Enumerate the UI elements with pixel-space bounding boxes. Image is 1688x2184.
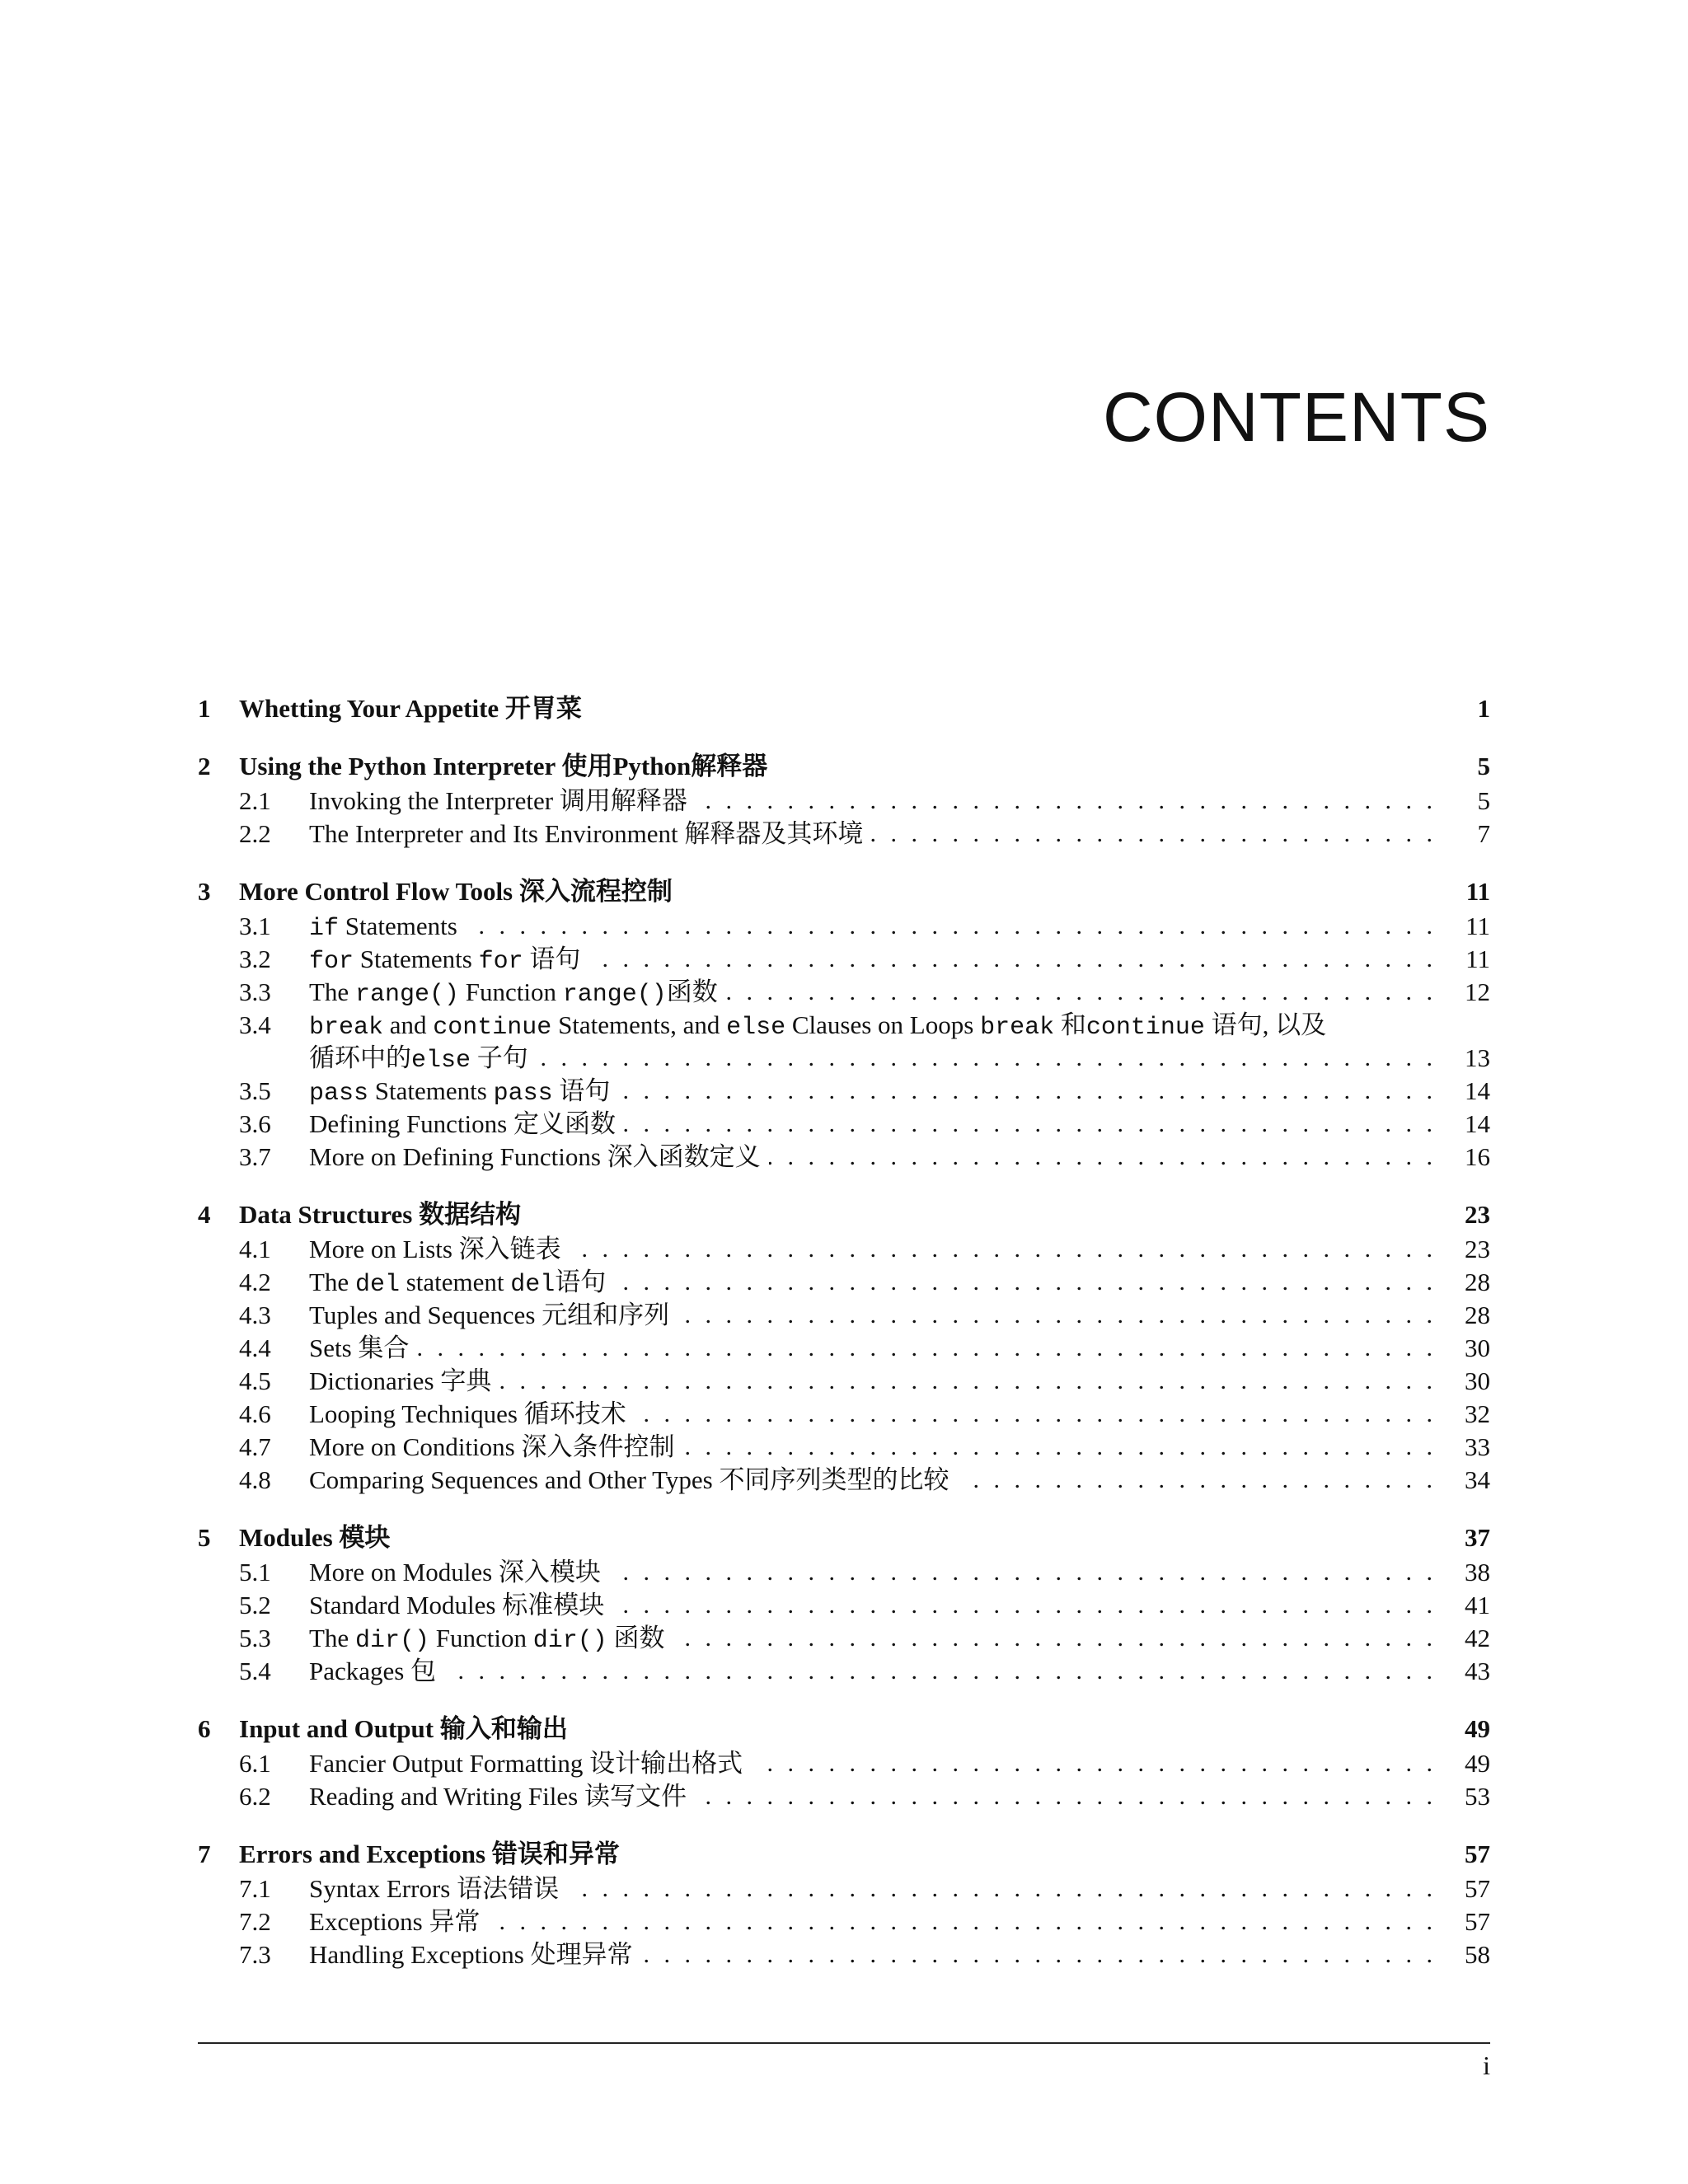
section-number: 5.2 [239,1591,271,1619]
plain-text: Looping Techniques 循环技术 [309,1399,626,1428]
chapter-page-number: 57 [1465,1840,1490,1868]
plain-text: Statements, and [551,1010,727,1039]
section-number: 7.1 [239,1874,271,1903]
toc-chapter-entry[interactable] [198,1713,1490,1746]
code-text: dir() [354,1627,429,1655]
plain-text: 和 [1054,1010,1086,1039]
section-page-number: 43 [1465,1657,1490,1685]
chapter-page-number: 1 [1477,694,1490,723]
table-of-contents [198,692,1490,1996]
section-title-text [309,1233,570,1266]
section-title-text [309,976,726,1011]
code-text: for [478,948,523,976]
chapter-page-number: 37 [1465,1523,1490,1552]
section-title-text [309,1938,641,1971]
plain-text: Tuples and Sequences 元组和序列 [309,1301,670,1329]
code-text: range() [562,981,667,1009]
section-number: 3.2 [239,944,271,973]
toc-chapter-5 [198,1521,1490,1688]
toc-chapter-entry[interactable] [198,875,1490,908]
code-text: else [726,1014,786,1042]
plain-text: Syntax Errors 语法错误 [309,1874,560,1903]
plain-text: statement [399,1268,511,1296]
chapter-number: 1 [198,694,211,723]
chapter-number: 6 [198,1714,211,1743]
code-text: pass [493,1080,553,1108]
section-page-number: 42 [1465,1624,1490,1652]
section-title-text [309,1622,673,1657]
section-number: 3.6 [239,1109,271,1138]
chapter-number: 7 [198,1840,211,1868]
section-page-number: 34 [1465,1465,1490,1494]
code-text: pass [309,1080,369,1108]
section-number: 4.5 [239,1366,271,1395]
code-text: for [309,948,354,976]
plain-text: More on Defining Functions 深入函数定义 [309,1142,761,1171]
section-title [309,1009,1432,1044]
section-title-text [309,1108,624,1141]
plain-text: The Interpreter and Its Environment 解释器及其环境 [309,819,864,848]
section-page-number: 28 [1465,1301,1490,1329]
chapter-page-number: 23 [1465,1200,1490,1229]
section-title-text [309,943,588,978]
plain-text: Statements [354,944,479,973]
section-page-number: 14 [1465,1076,1490,1105]
chapter-number: 2 [198,752,211,780]
toc-chapter-entry[interactable] [198,1198,1490,1231]
section-title-text [309,1872,567,1905]
plain-text: Function [458,977,563,1006]
section-page-number: 33 [1465,1432,1490,1461]
section-number: 4.6 [239,1399,271,1428]
plain-text: Exceptions 异常 [309,1907,481,1936]
toc-section-entry-4.1[interactable] [198,1233,1490,1266]
code-text: break [980,1014,1055,1042]
toc-section-entry-5.4[interactable] [198,1655,1490,1688]
chapter-title: More Control Flow Tools 深入流程控制 [239,877,673,906]
chapter-page-number: 11 [1465,877,1490,906]
section-title-text [309,1589,612,1622]
section-number: 6.1 [239,1749,271,1778]
section-title-text [309,1464,957,1497]
plain-text: Standard Modules 标准模块 [309,1591,605,1619]
toc-section-entry-4.3[interactable] [198,1299,1490,1332]
chapter-page-number: 49 [1465,1714,1490,1743]
section-title-text [309,1299,678,1332]
code-text: continue [1085,1014,1205,1042]
toc-section-entry-3.6[interactable] [198,1108,1490,1141]
section-page-number: 38 [1465,1558,1490,1586]
section-number: 3.3 [239,977,271,1006]
section-page-number: 11 [1465,912,1490,940]
toc-section-entry-4.7[interactable] [198,1431,1490,1464]
section-page-number: 5 [1477,786,1490,815]
toc-section-entry-2.2[interactable] [198,818,1490,851]
section-page-number: 41 [1465,1591,1490,1619]
toc-section-entry-5.1[interactable] [198,1556,1490,1589]
section-number: 2.2 [239,819,271,848]
section-number: 5.4 [239,1657,271,1685]
plain-text: Packages 包 [309,1657,437,1685]
code-text: continue [433,1014,552,1042]
plain-text: and [383,1010,434,1039]
code-text: if [309,915,340,943]
plain-text: Invoking the Interpreter 调用解释器 [309,786,687,815]
toc-section-entry-4.4[interactable] [198,1332,1490,1365]
section-number: 3.5 [239,1076,271,1105]
section-title-text [309,1266,614,1301]
toc-section-entry-7.3[interactable] [198,1938,1490,1971]
toc-chapter-entry[interactable] [198,1521,1490,1554]
chapter-title: Whetting Your Appetite 开胃菜 [239,694,582,723]
code-text: range() [354,981,459,1009]
toc-section-entry-3.3[interactable] [198,976,1490,1009]
section-page-number: 14 [1465,1109,1490,1138]
section-page-number: 57 [1465,1874,1490,1903]
section-title-text [309,1780,695,1813]
code-text: del [510,1271,556,1299]
section-number: 4.8 [239,1465,271,1494]
section-title-text [309,818,871,851]
section-title-text [309,910,466,945]
section-number: 3.1 [239,912,271,940]
toc-chapter-3 [198,875,1490,1174]
section-title-text [309,1009,1334,1044]
plain-text: Fancier Output Formatting 设计输出格式 [309,1749,743,1778]
section-number: 3.7 [239,1142,271,1171]
chapter-title: Input and Output 输入和输出 [239,1714,568,1743]
toc-section-entry-5.3[interactable] [198,1622,1490,1655]
plain-text: 语句, 以及 [1204,1010,1327,1039]
chapter-number: 3 [198,877,211,906]
code-text: break [309,1014,384,1042]
section-page-number: 32 [1465,1399,1490,1428]
plain-text: Handling Exceptions 处理异常 [309,1940,633,1969]
section-page-number: 12 [1465,977,1490,1006]
toc-section-entry-4.5[interactable] [198,1365,1490,1398]
toc-section-entry-6.2[interactable] [198,1780,1490,1813]
toc-chapter-entry[interactable] [198,692,1490,725]
section-title-text [309,1141,769,1174]
chapter-title: Modules 模块 [239,1523,391,1552]
page-number: i [1483,2050,1490,2080]
section-page-number: 23 [1465,1235,1490,1263]
section-title-text [309,1075,618,1110]
page-title: CONTENTS [1103,378,1490,456]
chapter-title: Using the Python Interpreter 使用Python解释器 [239,752,768,780]
code-text: else [411,1047,471,1075]
plain-text: Clauses on Loops [785,1010,981,1039]
toc-section-entry-4.6[interactable] [198,1398,1490,1431]
plain-text: More on Lists 深入链表 [309,1235,561,1263]
plain-text: 子句 [471,1043,528,1072]
section-page-number: 7 [1477,819,1490,848]
section-number: 3.4 [239,1010,271,1039]
plain-text: The [309,1268,355,1296]
section-page-number: 49 [1465,1749,1490,1778]
plain-text: 函数 [666,977,718,1006]
plain-text: 语句 [555,1268,607,1296]
section-page-number: 13 [1465,1043,1490,1072]
plain-text: More on Conditions 深入条件控制 [309,1432,675,1461]
plain-text: 循环中的 [309,1043,411,1072]
plain-text: 语句 [552,1076,611,1105]
chapter-number: 5 [198,1523,211,1552]
toc-chapter-2 [198,750,1490,851]
section-number: 6.2 [239,1782,271,1811]
toc-section-entry-5.2[interactable] [198,1589,1490,1622]
toc-chapter-4 [198,1198,1490,1497]
toc-section-entry-4.2[interactable] [198,1266,1490,1299]
section-number: 4.4 [239,1333,271,1362]
dot-leader [309,1655,1432,1688]
toc-section-entry-4.8[interactable] [198,1464,1490,1497]
toc-section-entry-3.4[interactable] [198,1009,1490,1042]
section-number: 5.1 [239,1558,271,1586]
section-title-text [309,1556,609,1589]
section-page-number: 57 [1465,1907,1490,1936]
section-number: 4.3 [239,1301,271,1329]
toc-section-entry-3.7[interactable] [198,1141,1490,1174]
section-number: 4.1 [239,1235,271,1263]
chapter-title: Errors and Exceptions 错误和异常 [239,1840,620,1868]
section-title-text [309,1042,537,1077]
toc-chapter-1 [198,692,1490,725]
toc-chapter-7 [198,1838,1490,1971]
chapter-number: 4 [198,1200,211,1229]
toc-section-entry-7.1[interactable] [198,1872,1490,1905]
section-number: 7.2 [239,1907,271,1936]
plain-text: Comparing Sequences and Other Types 不同序列类型的比较 [309,1465,950,1494]
dot-leader [309,910,1432,943]
dot-leader [309,1332,1432,1365]
section-page-number: 53 [1465,1782,1490,1811]
section-number: 7.3 [239,1940,271,1969]
section-title-text [309,785,696,818]
plain-text: Function [429,1624,533,1652]
toc-section-entry-6.1[interactable] [198,1747,1490,1780]
plain-text: Sets 集合 [309,1333,410,1362]
chapter-title: Data Structures 数据结构 [239,1200,522,1229]
plain-text: 函数 [607,1624,665,1652]
code-text: del [354,1271,400,1299]
section-page-number: 11 [1465,944,1490,973]
plain-text: 语句 [523,944,581,973]
toc-chapter-entry[interactable] [198,1838,1490,1871]
plain-text: The [309,1624,355,1652]
plain-text: Statements [368,1076,494,1105]
section-title-text [309,1747,751,1780]
footer-divider [198,2042,1490,2044]
toc-section-entry-2.1[interactable] [198,785,1490,818]
plain-text: Reading and Writing Files 读写文件 [309,1782,687,1811]
toc-chapter-6 [198,1713,1490,1813]
plain-text: The [309,977,355,1006]
code-text: dir() [532,1627,607,1655]
toc-section-entry-continued[interactable] [198,1042,1490,1075]
section-page-number: 30 [1465,1333,1490,1362]
plain-text: More on Modules 深入模块 [309,1558,601,1586]
toc-section-entry-3.2[interactable] [198,943,1490,976]
section-page-number: 58 [1465,1940,1490,1969]
plain-text: Statements [339,912,457,940]
section-page-number: 28 [1465,1268,1490,1296]
toc-section-entry-3.5[interactable] [198,1075,1490,1108]
section-title-text [309,1431,682,1464]
toc-section-entry-3.1[interactable] [198,910,1490,943]
section-title-text [309,1655,444,1688]
section-number: 4.2 [239,1268,271,1296]
chapter-page-number: 5 [1477,752,1490,780]
section-number: 2.1 [239,786,271,815]
section-title-text [309,1365,499,1398]
toc-chapter-entry[interactable] [198,750,1490,783]
section-number: 5.3 [239,1624,271,1652]
plain-text: Defining Functions 定义函数 [309,1109,616,1138]
plain-text: Dictionaries 字典 [309,1366,492,1395]
section-title-text [309,1332,417,1365]
section-page-number: 16 [1465,1142,1490,1171]
section-title-text [309,1905,489,1938]
section-title-text [309,1398,635,1431]
toc-section-entry-7.2[interactable] [198,1905,1490,1938]
section-page-number: 30 [1465,1366,1490,1395]
section-number: 4.7 [239,1432,271,1461]
